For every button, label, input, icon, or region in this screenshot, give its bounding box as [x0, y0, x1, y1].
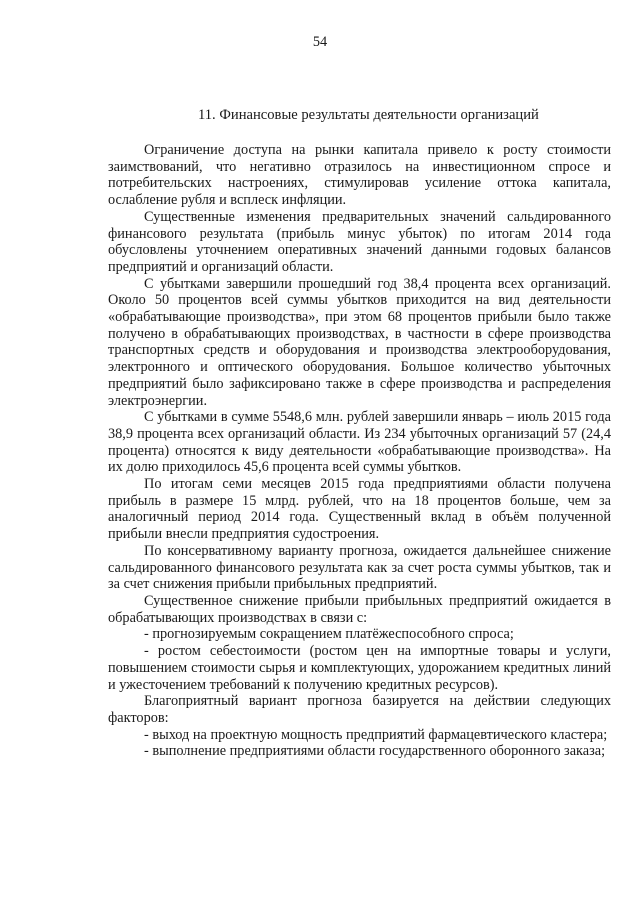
- paragraph: С убытками в сумме 5548,6 млн. рублей завершили январь – июль 2015 года 38,9 процента всех организаций области. Из 234 убыточных организаций 57 (24,4 процента) относятся к виду деятельности «обрабатывающие производства». На их долю приходилось 45,6 процента всей суммы убытков.: [108, 409, 611, 476]
- document-body: [108, 142, 611, 760]
- list-item: - ростом себестоимости (ростом цен на импортные товары и услуги, повышением стоимости сырья и комплектующих, удорожанием кредитных линий и ужесточением требований к получению кредитных ресурсов).: [108, 643, 611, 693]
- list-item: - выполнение предприятиями области государственного оборонного заказа;: [144, 743, 606, 760]
- paragraph: По консервативному варианту прогноза, ожидается дальнейшее снижение сальдированного финансового результата как за счет роста суммы убытков, так и за счет снижения прибыли прибыльных предприятий.: [108, 542, 611, 593]
- page-number: 54: [312, 34, 328, 50]
- paragraph: Существенные изменения предварительных значений сальдированного финансового результата (прибыль минус убыток) по итогам 2014 года обусловлены уточнением оперативных значений данными годовых балансов предприятий и организаций области.: [108, 208, 611, 275]
- paragraph: Существенное снижение прибыли прибыльных предприятий ожидается в обрабатывающих производствах в связи с:: [108, 592, 611, 626]
- section-heading: 11. Финансовые результаты деятельности организаций: [198, 107, 539, 123]
- list-item: - выход на проектную мощность предприятий фармацевтического кластера;: [144, 726, 608, 743]
- paragraph: Благоприятный вариант прогноза базируется на действии следующих факторов:: [108, 693, 611, 726]
- paragraph: Ограничение доступа на рынки капитала привело к росту стоимости заимствований, что негативно отразилось на инвестиционном спросе и потребительских настроениях, стимулировав усиление оттока капитала, ослабление рубля и всплеск инфляции.: [108, 142, 611, 209]
- list-item: - прогнозируемым сокращением платёжеспособного спроса;: [144, 626, 514, 643]
- paragraph: С убытками завершили прошедший год 38,4 процента всех организаций. Около 50 процентов всей суммы убытков приходится на вид деятельности «обрабатывающие производства», при этом 68 процентов прибыли было также получено в обрабатывающих производствах, в частности в сфере производства транспортных средств и оборудования и производства электрооборудования, электронного и оптического оборудования. Большое количество убыточных предприятий было зафиксировано также в сфере производства и распределения электроэнергии.: [108, 275, 611, 409]
- paragraph: По итогам семи месяцев 2015 года предприятиями области получена прибыль в размере 15 млрд. рублей, что на 18 процентов больше, чем за аналогичный период 2014 года. Существенный вклад в объём полученной прибыли внесли предприятия судостроения.: [108, 476, 611, 543]
